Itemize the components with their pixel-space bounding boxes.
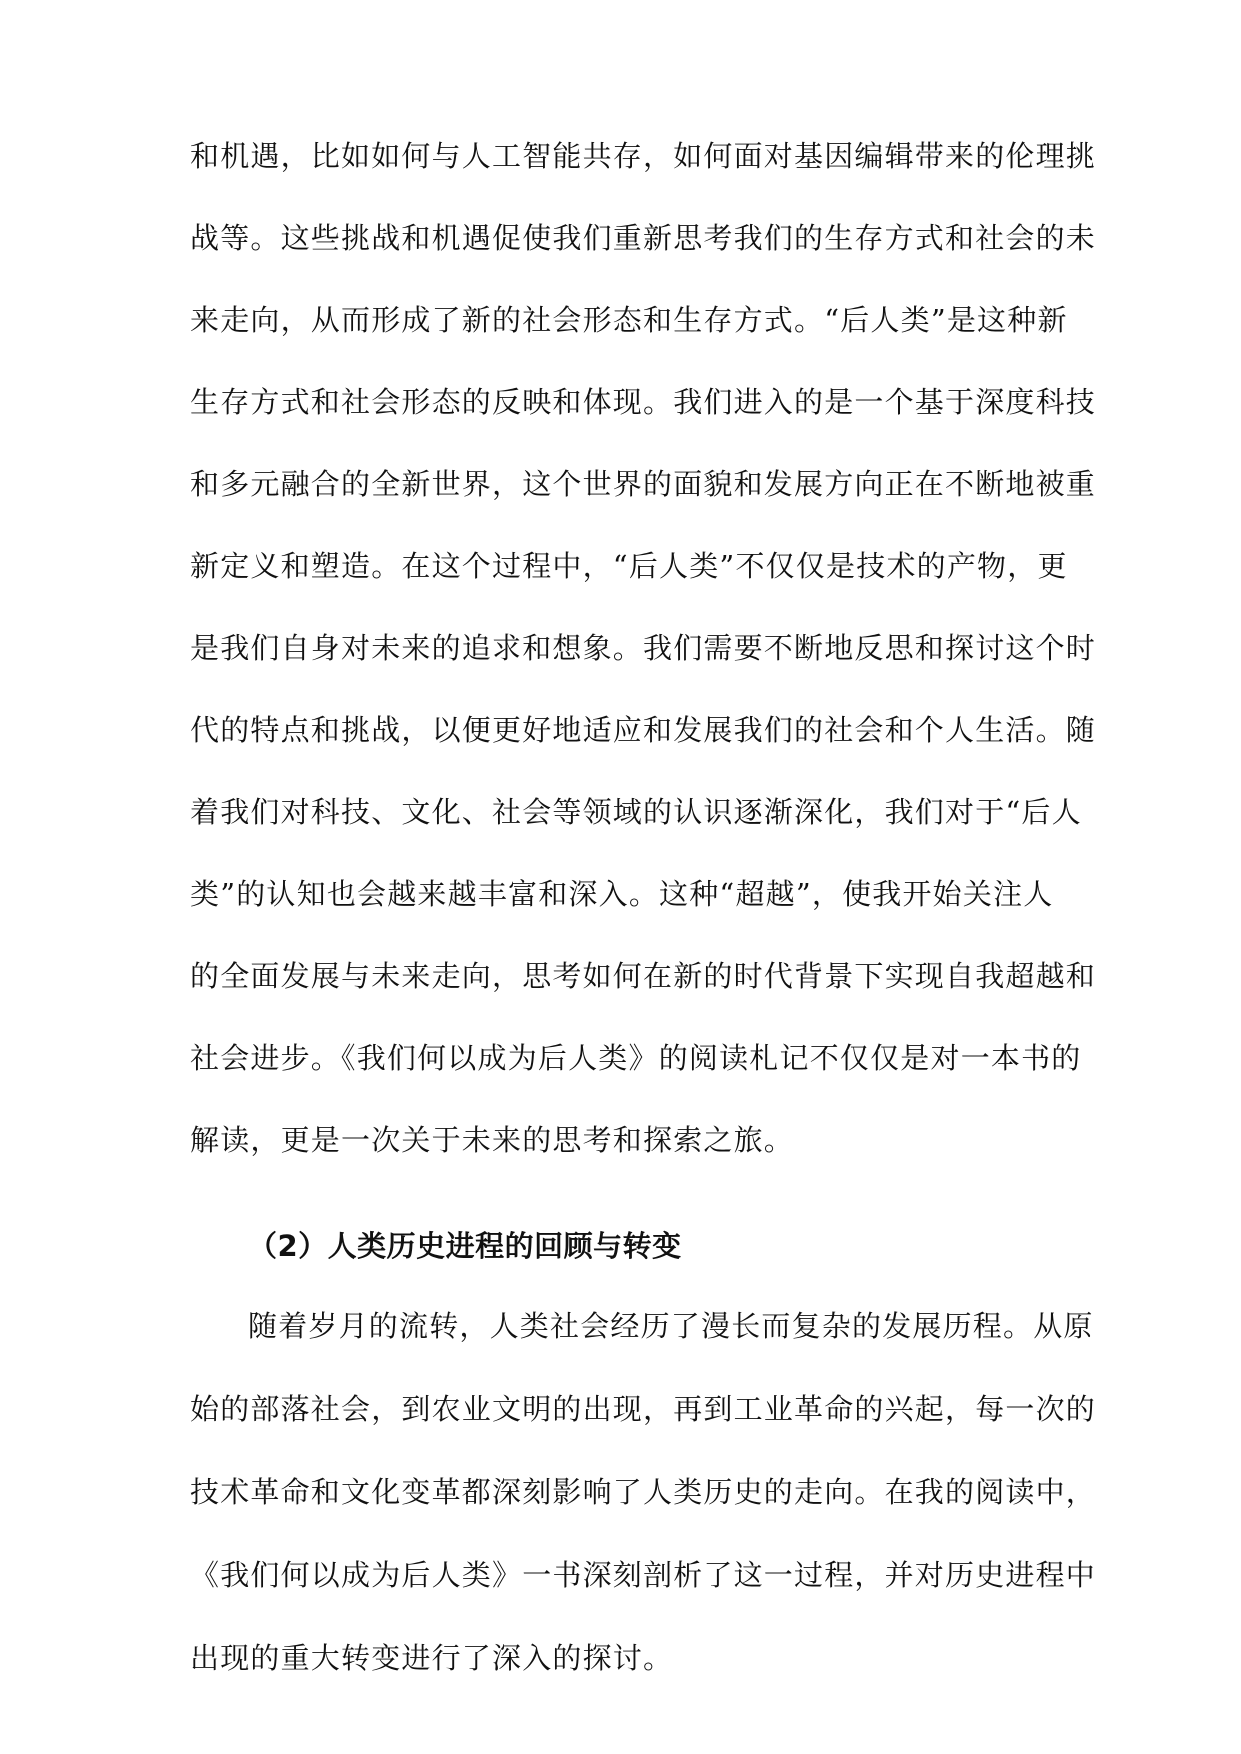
paragraph-1-line-10: 类”的认知也会越来越丰富和深入。这种“超越”，使我开始关注人 (190, 877, 1054, 911)
paragraph-1-line-5: 和多元融合的全新世界，这个世界的面貌和发展方向正在不断地被重 (190, 467, 1097, 501)
paragraph-1-line-2: 战等。这些挑战和机遇促使我们重新思考我们的生存方式和社会的未 (190, 221, 1097, 255)
paragraph-1-line-6: 新定义和塑造。在这个过程中，“后人类”不仅仅是技术的产物，更 (190, 549, 1068, 583)
paragraph-1-line-1: 和机遇，比如如何与人工智能共存，如何面对基因编辑带来的伦理挑 (190, 139, 1097, 173)
paragraph-1-line-3: 来走向，从而形成了新的社会形态和生存方式。“后人类”是这种新 (190, 303, 1068, 337)
paragraph-1-line-4: 生存方式和社会形态的反映和体现。我们进入的是一个基于深度科技 (190, 385, 1097, 419)
paragraph-2-line-2: 始的部落社会，到农业文明的出现，再到工业革命的兴起，每一次的 (190, 1392, 1097, 1426)
section-heading: （2）人类历史进程的回顾与转变 (248, 1229, 682, 1263)
paragraph-1-line-13: 解读，更是一次关于未来的思考和探索之旅。 (190, 1123, 795, 1157)
paragraph-2-line-5: 出现的重大转变进行了深入的探讨。 (190, 1641, 674, 1675)
paragraph-2-line-3: 技术革命和文化变革都深刻影响了人类历史的走向。在我的阅读中， (190, 1475, 1097, 1509)
paragraph-2-line-1: 随着岁月的流转，人类社会经历了漫长而复杂的发展历程。从原 (248, 1309, 1094, 1343)
paragraph-1-line-7: 是我们自身对未来的追求和想象。我们需要不断地反思和探讨这个时 (190, 631, 1097, 665)
paragraph-1-line-11: 的全面发展与未来走向，思考如何在新的时代背景下实现自我超越和 (190, 959, 1097, 993)
paragraph-1-line-8: 代的特点和挑战，以便更好地适应和发展我们的社会和个人生活。随 (190, 713, 1097, 747)
paragraph-1-line-12: 社会进步。《我们何以成为后人类》的阅读札记不仅仅是对一本书的 (190, 1041, 1082, 1075)
paragraph-2-line-4: 《我们何以成为后人类》一书深刻剖析了这一过程，并对历史进程中 (190, 1558, 1097, 1592)
paragraph-1-line-9: 着我们对科技、文化、社会等领域的认识逐渐深化，我们对于“后人 (190, 795, 1082, 829)
